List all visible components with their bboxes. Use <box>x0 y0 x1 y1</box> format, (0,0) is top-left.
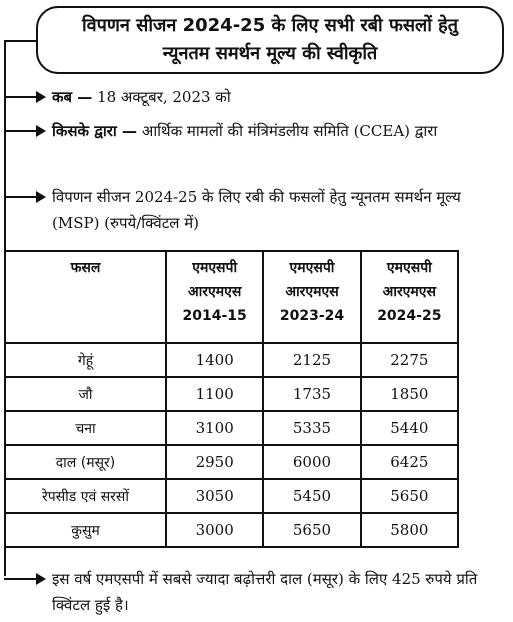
arrow-icon <box>4 578 44 580</box>
msp-value: 5800 <box>361 513 458 547</box>
table-row <box>5 411 458 445</box>
bullet-footer <box>4 566 504 618</box>
bullet-msp-intro <box>4 184 504 236</box>
crop-name: रेपसीड एवं सरसों <box>5 479 166 513</box>
msp-value: 5440 <box>361 411 458 445</box>
title-line-2: न्यूनतम समर्थन मूल्य की स्वीकृति <box>162 43 378 64</box>
msp-value: 3000 <box>166 513 263 547</box>
msp-value: 3100 <box>166 411 263 445</box>
crop-name: दाल (मसूर) <box>5 445 166 479</box>
table-row <box>5 377 458 411</box>
crop-name: चना <box>5 411 166 445</box>
crop-name: जौ <box>5 377 166 411</box>
msp-value: 6000 <box>263 445 360 479</box>
arrow-icon <box>4 130 44 132</box>
table-row <box>5 479 458 513</box>
bullet-when <box>4 84 504 110</box>
bullet-label: कब — <box>52 88 93 106</box>
msp-value: 5650 <box>361 479 458 513</box>
footer-text: इस वर्ष एमएसपी में सबसे ज्यादा बढ़ोत्तरी दाल (मसूर) के लिए 425 रुपये प्रति क्विंटल हुई है। <box>52 570 478 614</box>
msp-table <box>4 250 459 548</box>
bullet-by-whom <box>4 118 504 144</box>
msp-value: 2950 <box>166 445 263 479</box>
msp-value: 5335 <box>263 411 360 445</box>
header-crop: फसल <box>5 251 166 343</box>
msp-value: 5650 <box>263 513 360 547</box>
msp-value: 1850 <box>361 377 458 411</box>
arrow-icon <box>4 196 44 198</box>
msp-value: 3050 <box>166 479 263 513</box>
bullet-text: विपणन सीजन 2024-25 के लिए रबी की फसलों हेतु न्यूनतम समर्थन मूल्य (MSP) (रुपये/क्विंटल में) <box>52 188 461 232</box>
crop-name: गेहूं <box>5 343 166 377</box>
title-box <box>36 6 504 74</box>
table-row <box>5 513 458 547</box>
connector-top <box>4 40 36 42</box>
arrow-icon <box>4 96 44 98</box>
header-msp-2023-24: एमएसपी आरएमएस 2023-24 <box>263 251 360 343</box>
table-row <box>5 445 458 479</box>
bullet-label: किसके द्वारा — <box>52 122 138 140</box>
header-msp-2014-15: एमएसपी आरएमएस 2014-15 <box>166 251 263 343</box>
crop-name: कुसुम <box>5 513 166 547</box>
msp-value: 1735 <box>263 377 360 411</box>
table-header-row <box>5 251 458 343</box>
bullet-text: 18 अक्टूबर, 2023 को <box>92 88 231 106</box>
msp-value: 5450 <box>263 479 360 513</box>
bullet-text: आर्थिक मामलों की मंत्रिमंडलीय समिति (CCEA) द्वारा <box>137 122 438 140</box>
table-row <box>5 343 458 377</box>
msp-value: 1100 <box>166 377 263 411</box>
msp-value: 1400 <box>166 343 263 377</box>
header-msp-2024-25: एमएसपी आरएमएस 2024-25 <box>361 251 458 343</box>
msp-value: 2125 <box>263 343 360 377</box>
title-line-1: विपणन सीजन 2024-25 के लिए सभी रबी फसलों हेतु <box>82 15 458 36</box>
msp-value: 2275 <box>361 343 458 377</box>
msp-value: 6425 <box>361 445 458 479</box>
